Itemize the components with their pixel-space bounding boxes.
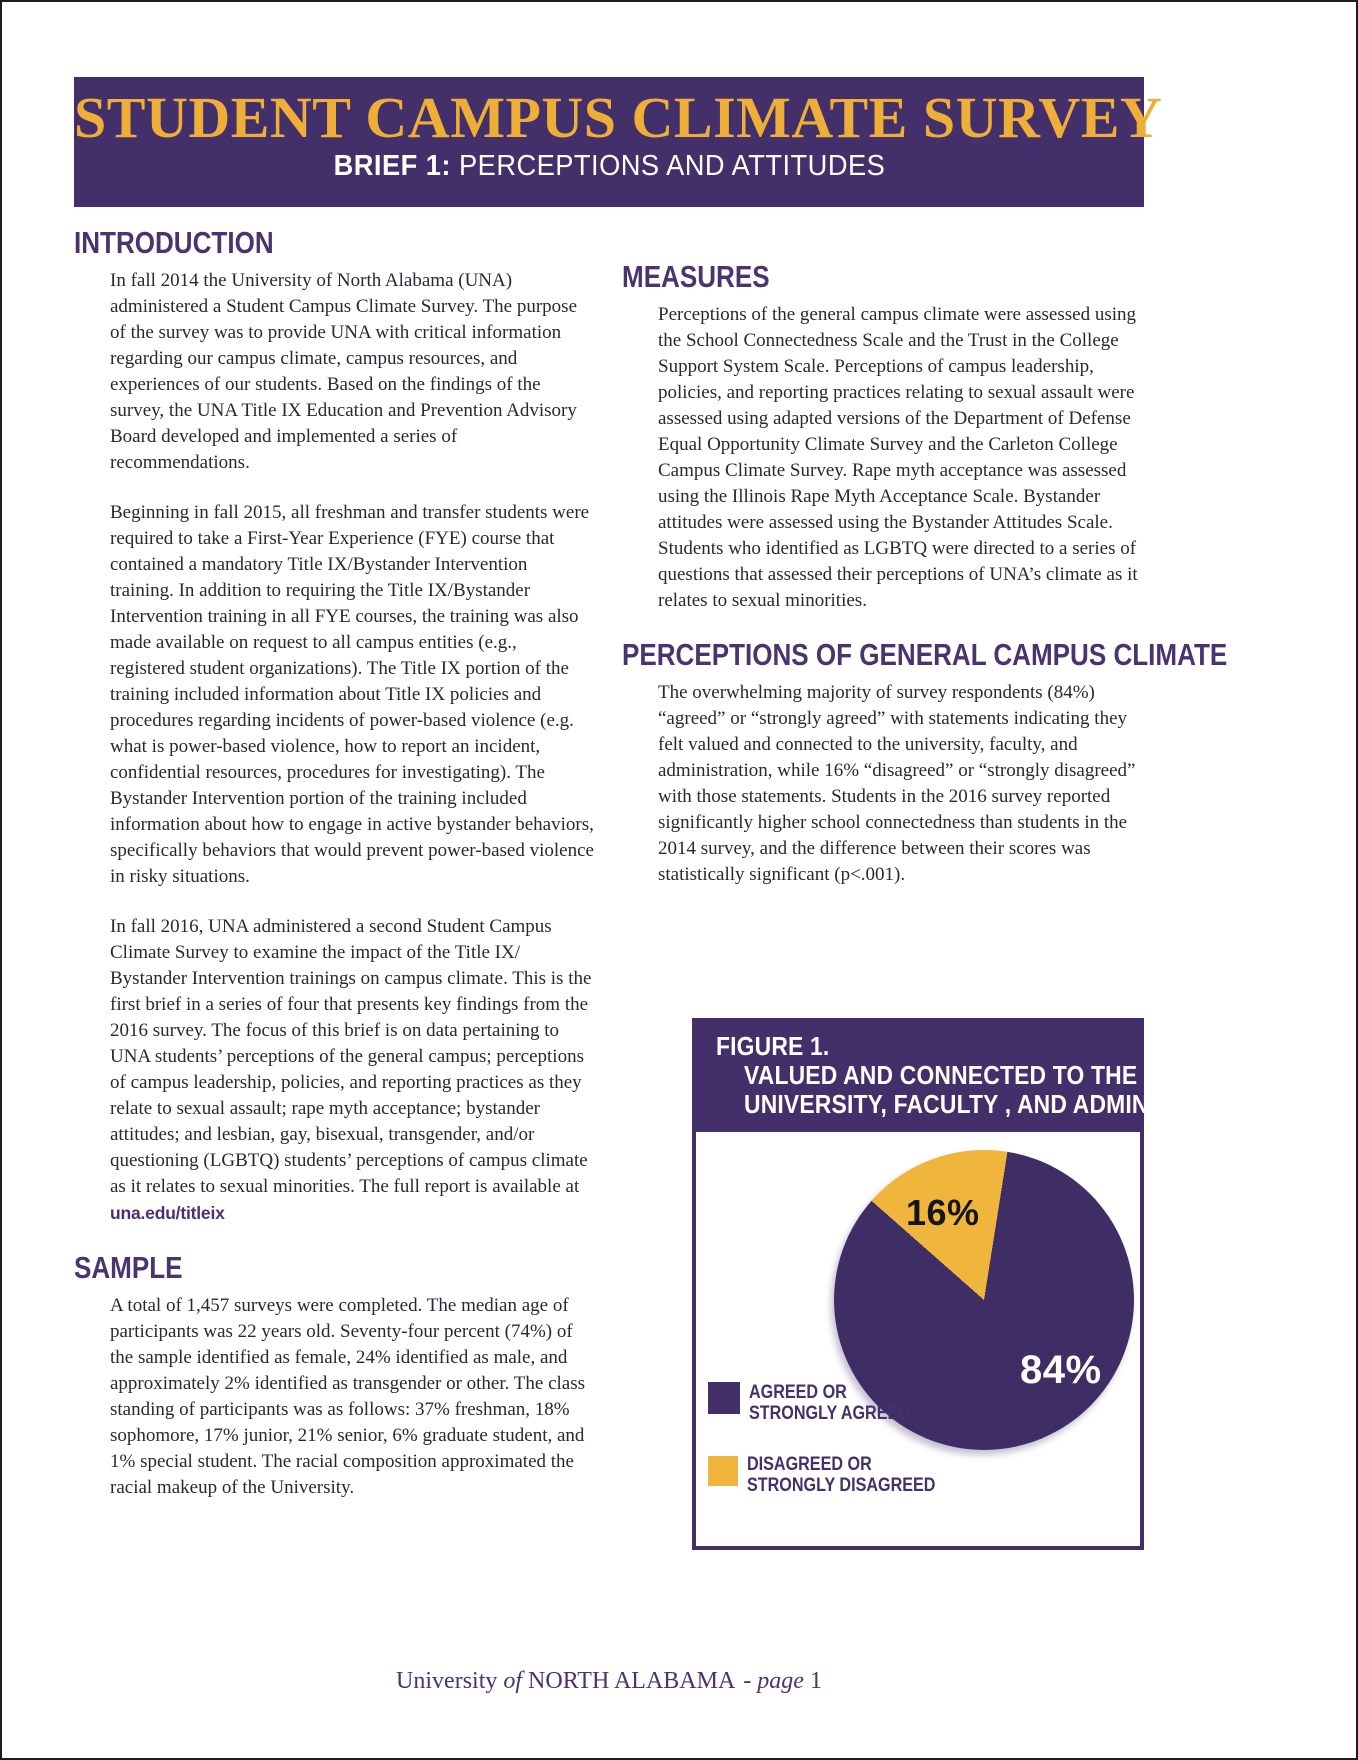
page-footer [74, 1668, 1144, 1695]
measures-paragraph: Perceptions of the general campus climate were assessed using the School Connectedness Scale and the Trust in the College Support System Scale. Perceptions of campus leadership, policies, and reporting practices relating to sexual assault were assessed using adapted versions of the Department of Defense Equal Opportunity Climate Survey and the Carleton College Campus Climate Survey. Rape myth acceptance was assessed using the Illinois Rape Myth Acceptance Scale. Bystander attitudes were assessed using the Bystander Attitudes Scale. Students who identified as LGBTQ were directed to a series of questions that assessed their perceptions of UNA’s climate as it relates to sexual minorities. [658, 304, 1138, 611]
section-perceptions [622, 637, 1228, 888]
footer-of: of [503, 1668, 523, 1694]
legend-label-agreed: AGREED OR STRONGLY AGREED [749, 1382, 910, 1424]
subtitle-prefix: BRIEF 1: [333, 150, 451, 182]
footer-north-alabama: NORTH ALABAMA [528, 1668, 736, 1694]
figure-1-label: FIGURE 1. [716, 1031, 830, 1061]
introduction-heading: INTRODUCTION [74, 225, 274, 260]
measures-heading: MEASURES [622, 259, 770, 294]
footer-university: University [396, 1668, 498, 1694]
section-measures [622, 260, 1146, 614]
pie-label-disagreed: 16% [906, 1192, 980, 1233]
footer-page-number: 1 [809, 1668, 822, 1694]
figure-1-content [696, 1132, 1140, 1546]
perceptions-heading: PERCEPTIONS OF GENERAL CAMPUS CLIMATE [622, 637, 1228, 672]
page-title: STUDENT CAMPUS CLIMATE SURVEY [74, 85, 1163, 150]
section-introduction [74, 226, 594, 1227]
legend-item-agreed [708, 1382, 969, 1424]
footer-dash: - [743, 1668, 752, 1694]
figure-1-header [696, 1022, 1272, 1132]
sample-heading: SAMPLE [74, 1250, 183, 1285]
figure-legend [708, 1382, 969, 1526]
figure-1-title-line-2: UNIVERSITY, FACULTY , AND ADMINISTRATION [744, 1089, 1272, 1119]
report-link[interactable]: una.edu/titleix [110, 1203, 225, 1223]
legend-swatch-disagreed [708, 1456, 738, 1486]
column-left [74, 226, 594, 1525]
perceptions-paragraph: The overwhelming majority of survey respondents (84%) “agreed” or “strongly agreed” with statements indicating they felt valued and connected to the university, faculty, and administration, while 16% “disagreed” or “strongly disagreed” with those statements. Students in the 2016 survey reported significantly higher school connectedness than students in the 2014 survey, and the difference between their scores was statistically significant (p<.001). [658, 682, 1136, 885]
subtitle-text: PERCEPTIONS AND ATTITUDES [458, 150, 885, 182]
introduction-paragraph-3 [110, 914, 594, 1227]
introduction-paragraph-3-text: In fall 2016, UNA administered a second Student Campus Climate Survey to examine the impact of the Title IX/ Bystander Intervention trainings on campus climate. This is the first brief in a series of four that presents key findings from the 2016 survey. The focus of this brief is on data pertaining to UNA students’ perceptions of the general campus; perceptions of campus leadership, policies, and reporting practices as they relate to sexual assault; rape myth acceptance; bystander attitudes; and lesbian, gay, bisexual, transgender, and/or questioning (LGBTQ) students’ perceptions of campus climate as it relates to sexual minorities. The full report is available at [110, 916, 592, 1197]
header-banner [74, 77, 1163, 207]
legend-label-disagreed: DISAGREED OR STRONGLY DISAGREED [747, 1454, 936, 1496]
legend-swatch-agreed [708, 1382, 740, 1414]
column-right [622, 259, 1228, 912]
footer-page-word: page [757, 1668, 804, 1694]
introduction-paragraph-1: In fall 2014 the University of North Alabama (UNA) administered a Student Campus Climate Survey. The purpose of the survey was to provide UNA with critical information regarding our campus climate, campus resources, and experiences of our students. Based on the findings of the survey, the UNA Title IX Education and Prevention Advisory Board developed and implemented a series of recommendations. [110, 270, 578, 473]
page-subtitle [333, 149, 885, 183]
section-sample [74, 1251, 594, 1501]
figure-1-box [692, 1018, 1272, 1550]
figure-1-title-line-1: VALUED AND CONNECTED TO THE [744, 1060, 1138, 1090]
pie-label-agreed: 84% [1020, 1348, 1102, 1392]
sample-paragraph: A total of 1,457 surveys were completed. The median age of participants was 22 years old. Seventy-four percent (74%) of the sample identified as female, 24% identified as male, and approximately 2% identified as transgender or other. The class standing of participants was as follows: 37% freshman, 18% sophomore, 17% junior, 21% senior, 6% graduate student, and 1% special student. The racial composition approximated the racial makeup of the University. [110, 1295, 586, 1498]
legend-item-disagreed [708, 1454, 969, 1496]
introduction-paragraph-2: Beginning in fall 2015, all freshman and transfer students were required to take a First-Year Experience (FYE) course that contained a mandatory Title IX/Bystander Intervention training. In addition to requiring the Title IX/Bystander Intervention training in all FYE courses, the training was also made available on request to all campus entities (e.g., registered student organizations). The Title IX portion of the training included information about Title IX policies and procedures regarding incidents of power-based violence (e.g. what is power-based violence, how to report an incident, confidential resources, procedures for investigating). The Bystander Intervention portion of the training included information about how to engage in active bystander behaviors, specifically behaviors that would prevent power-based violence in risky situations. [110, 502, 594, 887]
